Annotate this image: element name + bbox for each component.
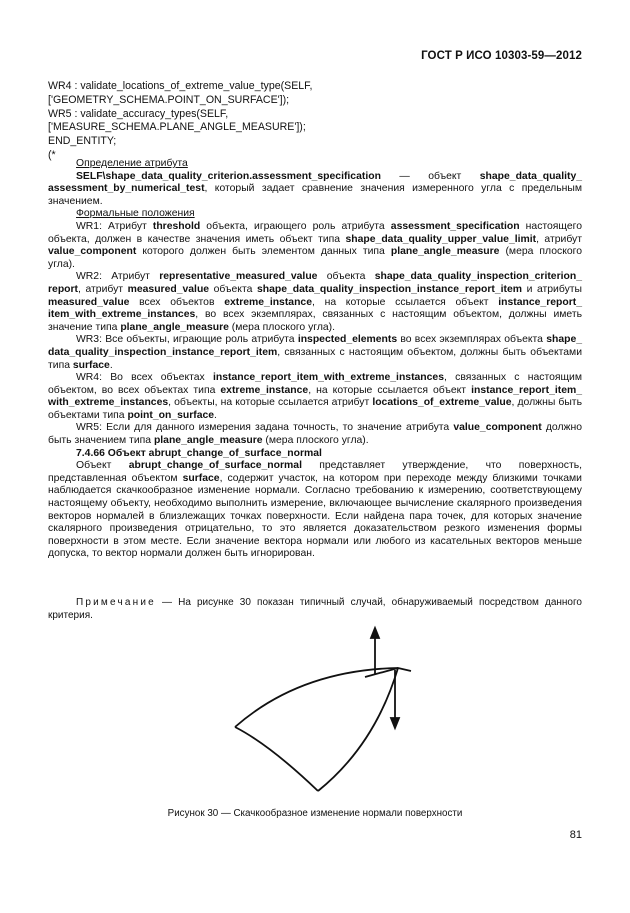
normal-vectors xyxy=(371,628,399,728)
attr-def-heading: Определение атрибута xyxy=(76,158,188,169)
code-line: ['GEOMETRY_SCHEMA.POINT_ON_SURFACE']); xyxy=(48,93,290,106)
code-line: (* xyxy=(48,148,56,161)
note xyxy=(48,596,582,622)
section-paragraph: Объект abrupt_change_of_surface_normal представляет утверждение, что поверхность, представленная объектом surface, содержит участок, на котором при переходе между близкими точками наблюдается скачкообразное изменение нормали. Согласно требованию к измерению, соответствующему настоящему объекту, необходимо выполнить измерение, включающее вычисление скалярного произведения векторов нормалей в близлежащих точках поверхности. Если найдена пара точек, для которых значение скалярного произведения отрицательно, то это является доказательством резкого изменения формы поверхности в этом месте. Если значение вектора нормали или любого из касательных векторов меньше допуска, то вектор нормали должен быть игнорирован. xyxy=(48,460,583,560)
wr5-paragraph: WR5: Если для данного измерения задана точность, то значение атрибута value_component должно быть значением типа plane_angle_measure (мера плоского угла). xyxy=(48,422,583,447)
attribute-definition: Определение атрибута SELF\shape_data_quality_criterion.assessment_specification — объект shape_data_quality_ assessment_by_numerical_test, который задает сравнение значения измеренного угла с предельным значением. Формальные положения WR1: Атрибут threshold объекта, играющего роль атрибута assessment_specification настоящего объекта, должен в качестве значения иметь объект типа shape_data_quality_upper_value_limit, атрибут value_component которого должен быть элементом данных типа plane_angle_measure (мера плоского угла). WR2: Атрибут representative_measured_value объекта shape_data_quality_inspection_criterion_ report, атрибут measured_value объекта shape_data_quality_inspection_instance_report_item и атрибуты measured_value всех объектов extreme_instance, на которые ссылается объект instance_report_ item_with_extreme_instances, во всех экземплярах, связанных с настоящим объектом, должны иметь значение типа plane_angle_measure (мера плоского угла). WR3: Все объекты, играющие роль атрибута inspected_elements во всех экземплярах объекта shape_ data_quality_inspection_instance_report_item, связанных с настоящим объектом, должны быть объектами типа surface. WR4: Во всех объектах instance_report_item_with_extreme_instances, связанных с настоящим объектом, во всех объектах типа extreme_instance, на которые ссылается объект instance_report_item_ with_extreme_instances, объекты, на которые ссылается атрибут locations_of_extreme_value, должны быть объектами типа point_on_surface. WR5: Если для данного измерения задана точность, то значение атрибута value_component должно быть значением типа plane_angle_measure (мера плоского угла). 7.4.66 Объект abrupt_change_of_surface_normal Объект abrupt_change_of_surface_normal представляет утверждение, что поверхность, представленная объектом surface, содержит участок, на котором при переходе между близкими точками наблюдается скачкообразное изменение нормали. Согласно требованию к измерению, соответствующему настоящему объекту, необходимо выполнить измерение, включающее вычисление скалярного произведения векторов нормалей в близлежащих точках поверхности. Если найдена пара точек, для которых значение скалярного произведения отрицательно, то это является доказательством резкого изменения формы поверхности в этом месте. Если значение вектора нормали или любого из касательных векторов меньше допуска, то вектор нормали должен быть игнорирован. xyxy=(48,158,583,560)
code-line: WR4 : validate_locations_of_extreme_value_type(SELF, xyxy=(48,80,313,92)
note-text: — На рисунке 30 показан типичный случай, обнаруживаемый посредством данного критерия. xyxy=(48,597,582,621)
surface-outline xyxy=(235,668,411,791)
code-line: ['MEASURE_SCHEMA.PLANE_ANGLE_MEASURE']); xyxy=(48,121,306,134)
formal-heading: Формальные положения xyxy=(76,208,195,220)
page-number: 81 xyxy=(569,829,582,841)
document-header: ГОСТ Р ИСО 10303-59—2012 xyxy=(421,50,582,62)
wr2-paragraph: WR2: Атрибут representative_measured_value объекта shape_data_quality_inspection_criterion_ report, атрибут measured_value объекта shape_data_quality_inspection_instance_report_item и атрибуты measured_value всех объектов extreme_instance, на которые ссылается объект instance_report_ item_with_extreme_instances, во всех экземплярах, связанных с настоящим объектом, должны иметь значение типа plane_angle_measure (мера плоского угла). xyxy=(48,271,582,333)
arrowhead-down-icon xyxy=(391,718,399,728)
note-label: Примечание xyxy=(76,597,156,608)
wr3-paragraph: WR3: Все объекты, играющие роль атрибута inspected_elements во всех экземплярах объекта shape_ data_quality_inspection_instance_report_item, связанных с настоящим объектом, должны быть объектами типа surface. xyxy=(48,334,582,371)
code-line: WR5 : validate_accuracy_types(SELF, xyxy=(48,107,229,120)
figure-caption: Рисунок 30 — Скачкообразное изменение нормали поверхности xyxy=(167,808,463,819)
code-line: END_ENTITY; xyxy=(48,135,117,148)
wr1-paragraph: WR1: Атрибут threshold объекта, играющего роль атрибута assessment_specification настоящего объекта, должен в качестве значения иметь объект типа shape_data_quality_upper_value_limit, атрибут value_component которого должен быть элементом данных типа plane_angle_measure (мера плоского угла). xyxy=(48,220,582,270)
arrowhead-up-icon xyxy=(371,628,379,638)
section-heading: 7.4.66 Объект abrupt_change_of_surface_normal xyxy=(76,447,322,459)
wr4-paragraph: WR4: Во всех объектах instance_report_item_with_extreme_instances, связанных с настоящим объектом, во всех объектах типа extreme_instance, на которые ссылается объект instance_report_item_ with_extreme_instances, объекты, на которые ссылается атрибут locations_of_extreme_value, должны быть объектами типа point_on_surface. xyxy=(48,372,582,421)
express-code-block xyxy=(48,80,312,163)
figure-surface-normal xyxy=(210,625,420,800)
